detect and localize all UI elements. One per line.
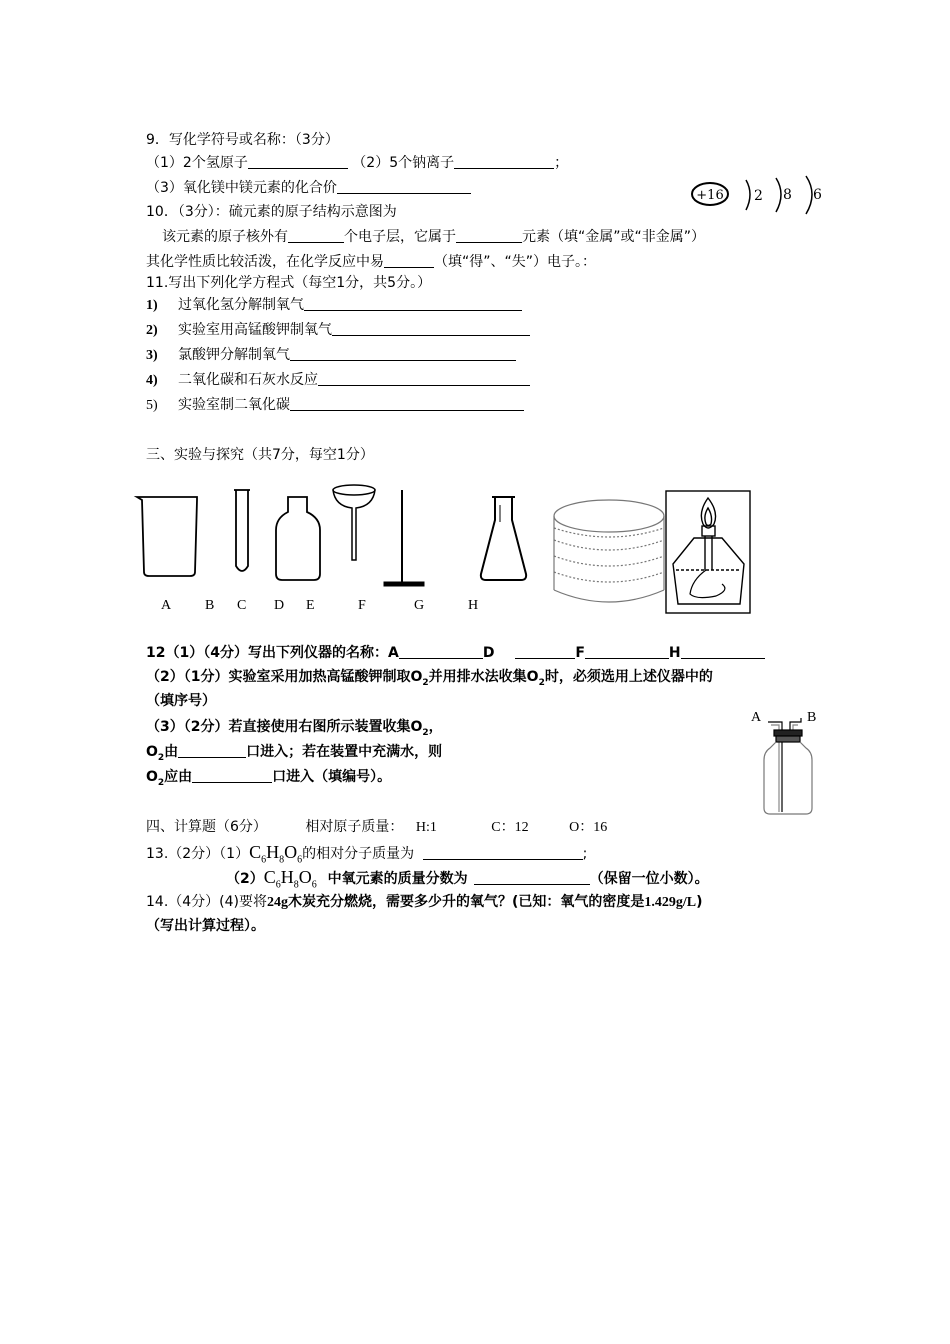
formula-c6h8o6: $C_6H_8O_6$	[249, 842, 303, 866]
q11-item-5: 5) 实验室制二氧化碳	[146, 396, 524, 415]
q12-line2: （2）（1分）实验室采用加热高锰酸钾制取$O_2$并用排水法收集$O_2$时，必须选用上述仪器中的	[146, 669, 713, 688]
label-f: F	[358, 598, 366, 613]
formula-c6h8o6-2: $C_6H_8O_6$	[263, 867, 317, 891]
label-d: D	[274, 598, 285, 613]
q12-line1: 12（1）（4分）写出下列仪器的名称：A D F H	[146, 644, 765, 662]
q14-line1: 14.（4分）(4)要将24g木炭充分燃烧，需要多少升的氧气？(已知：氧气的密度是1.429g/L)	[146, 894, 703, 910]
q9-line1: （1）2个氢原子 （2）5个钠离子 ；	[146, 155, 569, 171]
q9-title: 9．写化学符号或名称：（3分）	[146, 132, 339, 148]
label-h: H	[468, 598, 479, 613]
q11-item-2: 2) 实验室用高锰酸钾制氧气	[146, 321, 530, 340]
label-a: A	[161, 598, 172, 613]
q13-line1: 13.（2分）$(1)C_6H_8O_6$的相对分子质量为 ;	[146, 842, 588, 866]
shell-electrons-3: 6	[813, 187, 822, 203]
q12-line6: $O_2$应由 口进入（填编号）。	[146, 769, 392, 788]
q10-line2: 该元素的原子核外有 个电子层，它属于 元素（填“金属”或“非金属”）	[162, 229, 706, 245]
q11-item-1: 1) 过氧化氢分解制氧气	[146, 296, 522, 315]
q11-item-4: 4) 二氧化碳和石灰水反应	[146, 371, 530, 390]
q11-title: 11.写出下列化学方程式（每空1分，共5分。）	[146, 275, 432, 291]
q10-line3: 其化学性质比较活泼，在化学反应中易 （填“得”、“失”）电子。：	[146, 254, 597, 270]
q13-blank-1[interactable]	[423, 845, 583, 860]
q13-blank-2[interactable]	[474, 870, 590, 885]
label-b: B	[205, 598, 215, 613]
q14-line2: （写出计算过程）。	[146, 918, 265, 934]
q12-line3: （填序号）	[146, 693, 216, 709]
bottle-label-b: B	[807, 710, 817, 725]
q13-line2: $(2)C_6H_8O_6$ 中氧元素的质量分数为 （保留一位小数）。	[226, 867, 709, 891]
q10-title: 10．（3分）：硫元素的原子结构示意图为	[146, 204, 397, 220]
q11-item-3: 3) 氯酸钾分解制氧气	[146, 346, 516, 365]
label-e: E	[306, 598, 315, 613]
shell-electrons-2: 8	[783, 187, 792, 203]
label-c: C	[237, 598, 247, 613]
q12-line5: $O_2$由 口进入；若在装置中充满水，则	[146, 744, 443, 763]
q12-line4: （3）（2分）若直接使用右图所示装置收集$O_2$，	[146, 719, 443, 738]
nucleus-label: +16	[696, 188, 724, 203]
bottle-label-a: A	[751, 710, 762, 725]
shell-electrons-1: 2	[754, 188, 763, 204]
q9-line2: （3）氧化镁中镁元素的化合价	[146, 179, 471, 197]
section4-title: 四、计算题（6分） 相对原子质量： H:1 C：12 O：16	[146, 819, 608, 835]
label-g: G	[414, 598, 425, 613]
section3-title: 三、实验与探究（共7分，每空1分）	[146, 447, 374, 463]
